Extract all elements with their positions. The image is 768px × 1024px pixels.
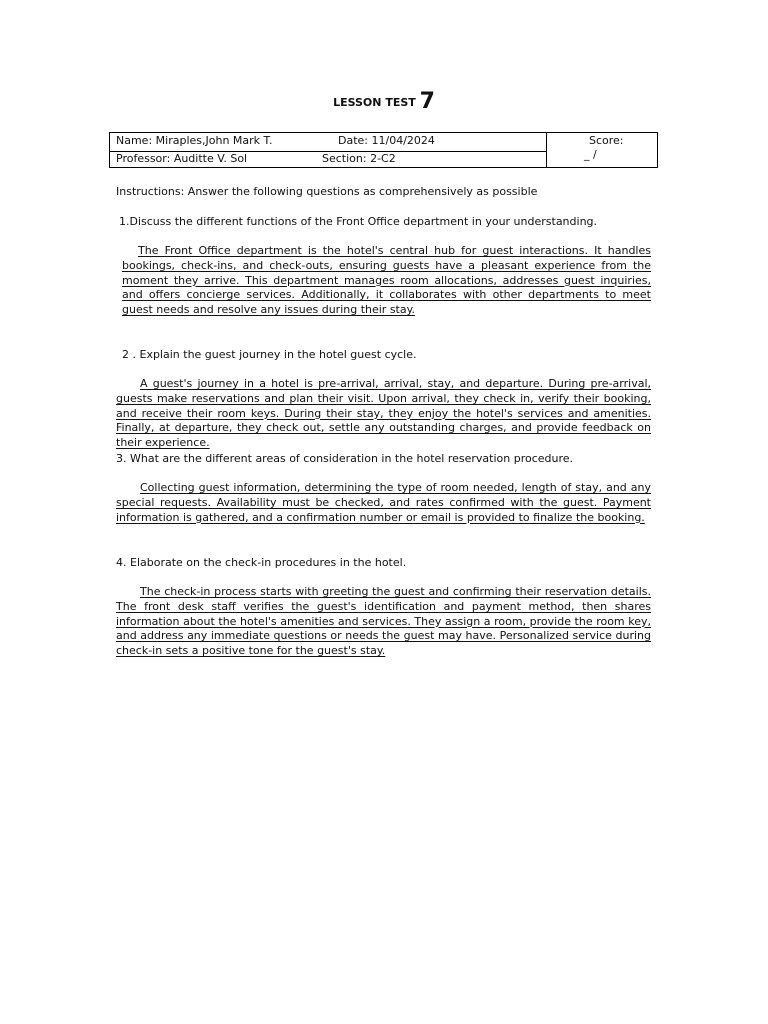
page-title bbox=[0, 88, 768, 117]
question-1: 1.Discuss the different functions of the Front Office department in your understanding. bbox=[119, 215, 598, 228]
info-table bbox=[109, 132, 658, 168]
professor-name: Professor: Auditte V. Sol bbox=[116, 152, 248, 165]
title-number: 7 bbox=[419, 89, 435, 114]
answer-2-text: A guest's journey in a hotel is pre-arrival, arrival, stay, and departure. During pre-arrival, guests make reservations and plan their visit. Upon arrival, they check in, verify their booking, and receive their room keys. During their stay, they enjoy the hotel's services and amenities. Finally, at departure, they check out, settle any outstanding charges, and provide feedback on their experience. bbox=[116, 377, 651, 450]
question-2: 2 . Explain the guest journey in the hotel guest cycle. bbox=[122, 348, 417, 361]
answer-1-text: The Front Office department is the hotel's central hub for guest interactions. It handles bookings, check-ins, and check-outs, ensuring guests have a pleasant experience from the moment they arrive. This department manages room allocations, addresses guest inquiries, and offers concierge services. Additionally, it collaborates with other departments to meet guest needs and resolve any issues during their stay. bbox=[122, 244, 651, 317]
student-name: Name: Miraples,John Mark T. bbox=[116, 134, 273, 147]
section: Section: 2-C2 bbox=[322, 152, 396, 165]
answer-1 bbox=[122, 244, 651, 318]
question-4: 4. Elaborate on the check-in procedures in the hotel. bbox=[116, 556, 407, 569]
answer-4 bbox=[116, 585, 651, 659]
question-3: 3. What are the different areas of consideration in the hotel reservation procedure. bbox=[116, 452, 574, 465]
score-value: _ / bbox=[584, 148, 597, 161]
answer-3-text: Collecting guest information, determining the type of room needed, length of stay, and any special requests. Availability must be checked, and rates confirmed with the guest. Payment information is gathered, and a confirmation number or email is provided to finalize the booking. bbox=[116, 481, 651, 524]
table-divider-vertical bbox=[546, 133, 547, 167]
score-label: Score: bbox=[589, 134, 624, 147]
answer-3 bbox=[116, 481, 651, 525]
title-text: LESSON TEST bbox=[333, 96, 416, 109]
answer-4-text: The check-in process starts with greeting the guest and confirming their reservation details. The front desk staff verifies the guest's identification and payment method, then shares information about the hotel's amenities and services. They assign a room, provide the room key, and address any immediate questions or needs the guest may have. Personalized service during check-in sets a positive tone for the guest's stay. bbox=[116, 585, 651, 658]
test-date: Date: 11/04/2024 bbox=[338, 134, 435, 147]
answer-2 bbox=[116, 377, 651, 451]
instructions: Instructions: Answer the following questions as comprehensively as possible bbox=[116, 185, 538, 198]
